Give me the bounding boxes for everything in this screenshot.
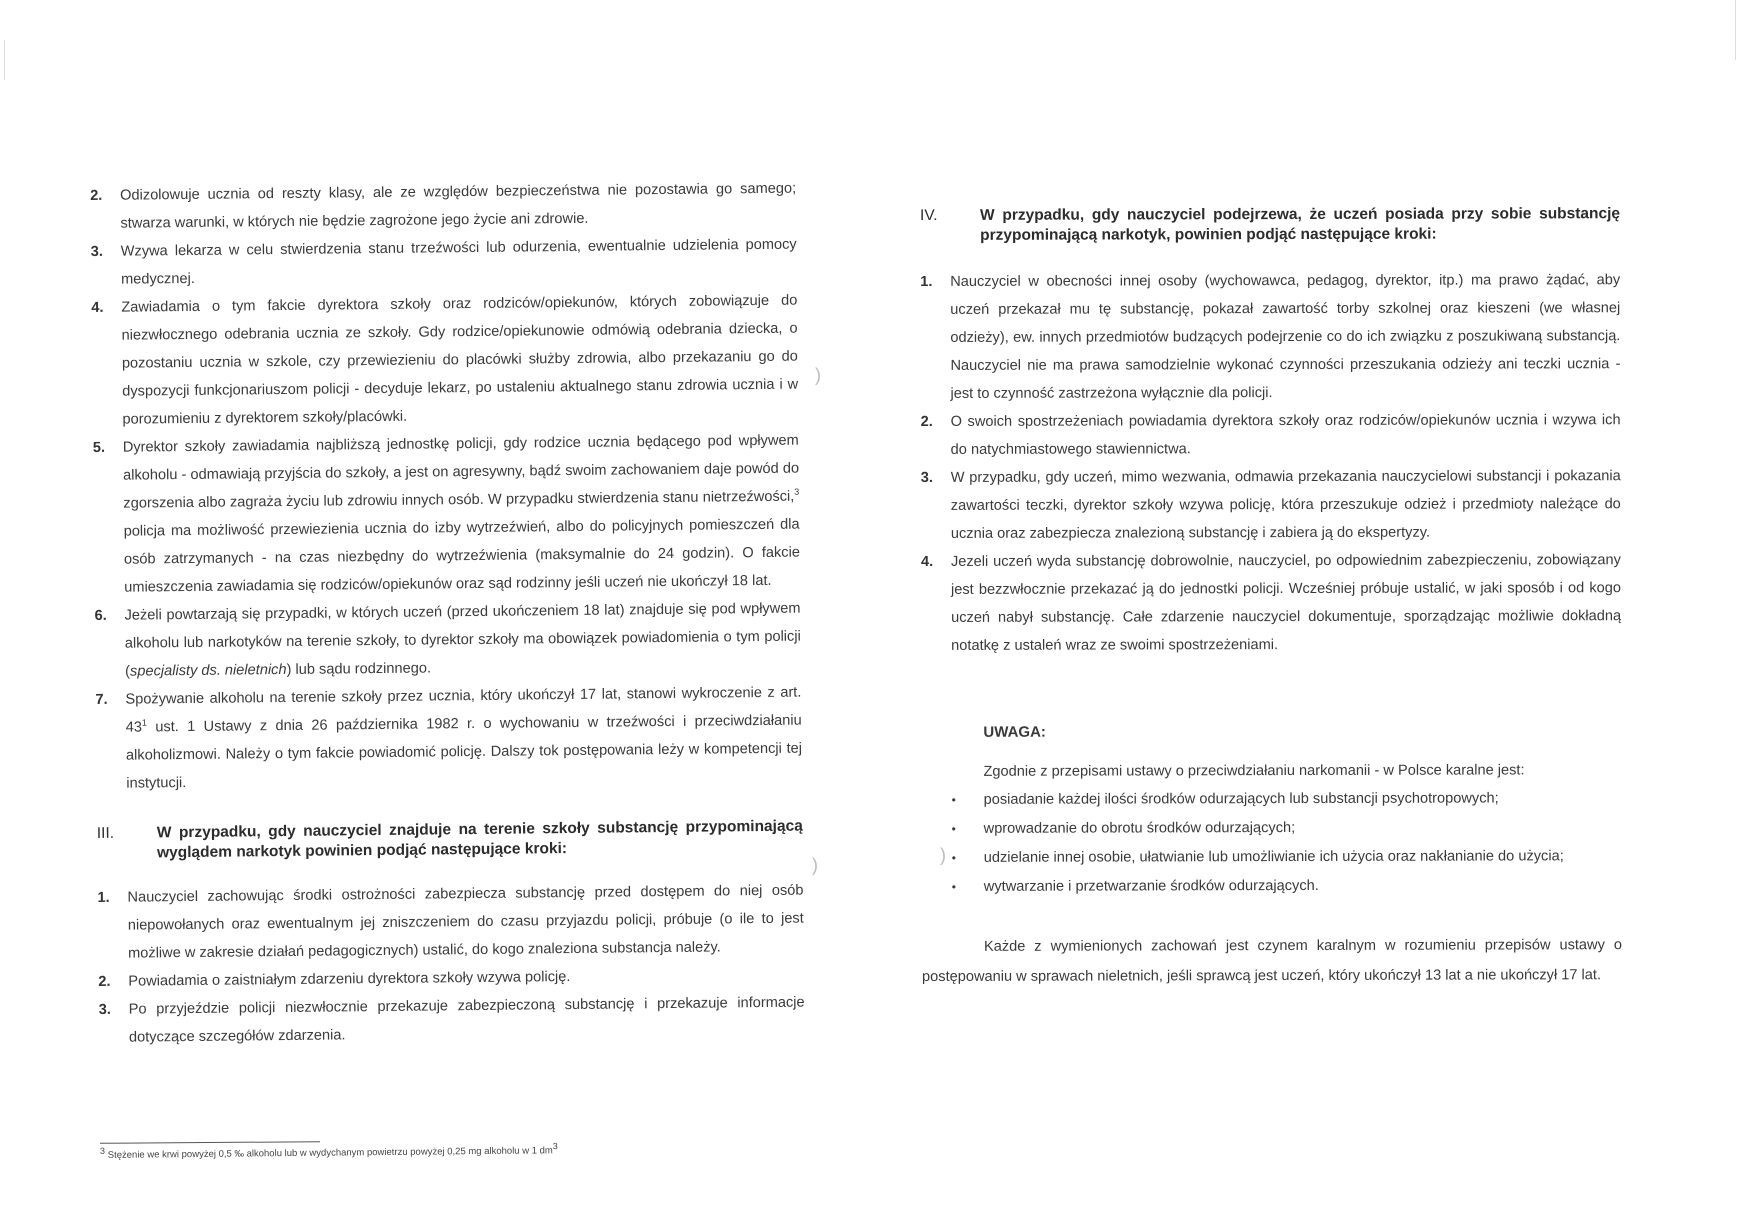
superscript: 1	[141, 717, 147, 728]
left-column	[90, 175, 805, 1052]
list-item	[91, 231, 798, 294]
list-item	[99, 989, 806, 1052]
bullet-text: posiadanie każdej ilości środków odurzających lub substancji psychotropowych;	[983, 790, 1499, 808]
bullet-item	[922, 784, 1622, 815]
scan-artifact: )	[940, 845, 946, 865]
item-number: 7.	[95, 691, 108, 708]
item-text: Spożywanie alkoholu na terenie szkoły przez ucznia, który ukończył 17 lat, stanowi wykroczenie z art. 43	[125, 684, 802, 736]
item-text: W przypadku, gdy uczeń, mimo wezwania, odmawia przekazania nauczycielowi substancji i pokazania zawartości teczki, dyrektor szkoły wzywa policję, która przeszukuje odzież i przedmioty należące do ucznia oraz zabezpiecza znalezioną substancję i zabiera ją do ekspertyzy.	[950, 468, 1621, 542]
bullet-item	[922, 842, 1622, 873]
footnote	[99, 1141, 558, 1161]
bullet-icon: •	[951, 879, 957, 894]
item-text: Wzywa lekarza w celu stwierdzenia stanu trzeźwości lub odurzenia, ewentualnie udzielenia pomocy medycznej.	[120, 236, 797, 288]
item-number: 2.	[920, 413, 933, 430]
section-heading-iv	[920, 204, 1620, 246]
footnote-text: Stężenie we krwi powyżej 0,5 ‰ alkoholu lub w wydychanym powietrzu powyżej 0,25 mg alkoholu w 1 dm	[107, 1145, 553, 1161]
scan-artifact: )	[815, 365, 821, 385]
item-text: O swoich spostrzeżeniach powiadamia dyrektora szkoły oraz rodziców/opiekunów ucznia i wzywa ich do natychmiastowego stawiennictwa.	[950, 412, 1621, 458]
item-text: ) lub sądu rodzinnego.	[286, 660, 432, 678]
item-number: 5.	[92, 439, 106, 456]
item-number: 4.	[920, 553, 934, 570]
section-title: W przypadku, gdy nauczyciel podejrzewa, że uczeń posiada przy sobie substancję przypominającą narkotyk, powinien podjąć następujące kroki:	[980, 205, 1621, 244]
scan-artifact: )	[812, 855, 818, 875]
closing-paragraph: Każde z wymienionych zachowań jest czynem karalnym w rozumieniu przepisów ustawy o postępowaniu w sprawach nieletnich, jeśli sprawcą jest uczeń, który ukończył 13 lat a nie ukończył 17 lat.	[922, 937, 1622, 985]
section-title: W przypadku, gdy nauczyciel znajduje na terenie szkoły substancję przypominającą wyglądem narkotyk powinien podjąć następujące kroki:	[156, 817, 803, 862]
item-number: 6.	[94, 607, 107, 624]
item-text: Jeżeli powtarzają się przypadki, w których uczeń (przed ukończeniem 18 lat) znajduje się pod wpływem alkoholu lub narkotyków na terenie szkoły, to dyrektor szkoły ma obowiązek powiadomienia o tym policji (	[124, 600, 801, 680]
item-number: 3.	[920, 469, 933, 486]
bullet-icon: •	[951, 792, 956, 807]
item-number: 1.	[97, 889, 110, 906]
footnote-reference[interactable]: 3	[794, 486, 800, 497]
note-intro: Zgodnie z przepisami ustawy o przeciwdziałaniu narkomanii - w Polsce karalne jest:	[983, 762, 1525, 780]
item-number: 4.	[91, 299, 104, 316]
item-text: Jezeli uczeń wyda substancję dobrowolnie, nauczyciel, po odpowiednim zabezpieczeniu, zobowiązany jest bezzwłocznie przekazać ją do jednostki policji. Wcześniej próbuje ustalić, w jaki sposób i od kogo uczeń nabył substancję. Całe zdarzenie nauczyciel dokumentuje, sporządzając możliwie dokładną notatkę z ustaleń wraz ze swoimi spostrzeżeniami.	[950, 552, 1622, 654]
item-text: Nauczyciel w obecności innej osoby (wychowawca, pedagog, dyrektor, itp.) ma prawo żądać, aby uczeń przekazał mu tę substancję, pokazał zawartość torby szkolnej oraz kieszeni (we własnej odzieży), ew. innych przedmiotów budzących podejrzenie co do ich związku z poszukiwaną substancją. Nauczyciel nie ma prawa samodzielnie wykonać czynności przeszukania odzieży ani teczki ucznia - jest to czynność zastrzeżona wyłącznie dla policji.	[950, 272, 1621, 402]
list-item	[93, 427, 801, 602]
list-item	[91, 287, 798, 434]
section-number: III.	[96, 824, 115, 842]
item-text: Zawiadamia o tym fakcie dyrektora szkoły oraz rodziców/opiekunów, których zobowiązuje do niezwłocznego odebrania ucznia ze szkoły. Gdy rodzice/opiekunowie odmówią odebrania dziecka, o pozostaniu ucznia w szkole, czy przewiezieniu do placówki służby zdrowia, albo przekazaniu go do dyspozycji funkcjonariuszom policji - decyduje lekarz, po ustaleniu aktualnego stanu zdrowia ucznia i w porozumieniu z dyrektorem szkoły/placówki.	[121, 292, 799, 428]
item-text: Dyrektor szkoły zawiadamia najbliższą jednostkę policji, gdy rodzice ucznia będącego pod wpływem alkoholu - odmawiają przyjścia do szkoły, a jest on agresywny, bądź swoim zachowaniem daje powód do zgorszenia albo zagraża życiu lub zdrowiu innych osób. W przypadku stwierdzenia stanu nietrzeźwości,	[122, 432, 800, 512]
footnote-divider	[100, 1141, 320, 1144]
list-item	[921, 462, 1621, 548]
list-item	[90, 175, 797, 238]
item-number: 3.	[98, 1001, 111, 1018]
item-text: ust. 1 Ustawy z dnia 26 października 1982 r. o wychowaniu w trzeźwości i przeciwdziałaniu alkoholizmowi. Należy o tym fakcie powiadomić policję. Dalszy tok postępowania leży w kompetencji tej instytucji.	[125, 712, 803, 792]
section-number: IV.	[920, 206, 938, 224]
list-item	[97, 877, 804, 968]
scan-edge-artifact	[4, 40, 5, 80]
bullet-icon: •	[951, 821, 956, 836]
bullet-item	[922, 871, 1622, 902]
bullet-text: wytwarzanie i przetwarzanie środków odurzających.	[983, 877, 1319, 895]
list-item	[921, 406, 1621, 464]
superscript: 3	[552, 1141, 558, 1152]
item-number: 2.	[90, 187, 103, 204]
bullet-icon: •	[951, 850, 956, 865]
list-item	[920, 266, 1620, 408]
emphasis-text: specjalisty ds. nieletnich	[129, 661, 287, 680]
footnote-marker: 3	[99, 1145, 106, 1156]
item-number: 3.	[90, 243, 103, 260]
list-item	[95, 679, 802, 798]
item-text: Odizolowuje ucznia od reszty klasy, ale ze względów bezpieczeństwa nie pozostawia go samego; stwarza warunki, w których nie będzie zagrożone jego życie ani zdrowie.	[120, 180, 797, 232]
item-text: Powiadamia o zaistniałym zdarzeniu dyrektora szkoły wzywa policję.	[128, 969, 571, 990]
item-number: 1.	[920, 273, 933, 290]
list-item	[94, 595, 801, 686]
list-item	[921, 546, 1621, 660]
item-text: Nauczyciel zachowując środki ostrożności zabezpiecza substancję przed dostępem do niej osób niepowołanych oraz ewentualnym jej zniszczeniem do czasu przyjazdu policji, próbuje (o ile to jest możliwe w zakresie działań pedagogicznych) ustalić, do kogo znaleziona substancja należy.	[127, 882, 804, 962]
bullet-text: udzielanie innej osobie, ułatwianie lub umożliwianie ich użycia oraz nakłanianie do użycia;	[983, 848, 1564, 866]
scan-edge-artifact	[1735, 0, 1736, 60]
bullet-item	[922, 813, 1622, 844]
item-number: 2.	[98, 973, 111, 990]
item-text: Po przyjeździe policji niezwłocznie przekazuje zabezpieczoną substancję i przekazuje informacje dotyczące szczegółów zdarzenia.	[128, 994, 805, 1046]
bullet-text: wprowadzanie do obrotu środków odurzających;	[983, 820, 1296, 837]
section-heading-iii	[97, 817, 803, 864]
note-heading: UWAGA:	[983, 723, 1046, 741]
right-column	[920, 198, 1622, 992]
item-text: policja ma możliwość przewiezienia ucznia do izby wytrzeźwień, albo do policyjnych pomieszczeń dla osób zatrzymanych - na czas niezbędny do wytrzeźwienia (maksymalnie do 24 godzin). O fakcie umieszczenia zawiadamia się rodziców/opiekunów oraz sąd rodzinny jeśli uczeń nie ukończył 18 lat.	[123, 516, 801, 596]
punishable-acts-list	[922, 784, 1622, 902]
